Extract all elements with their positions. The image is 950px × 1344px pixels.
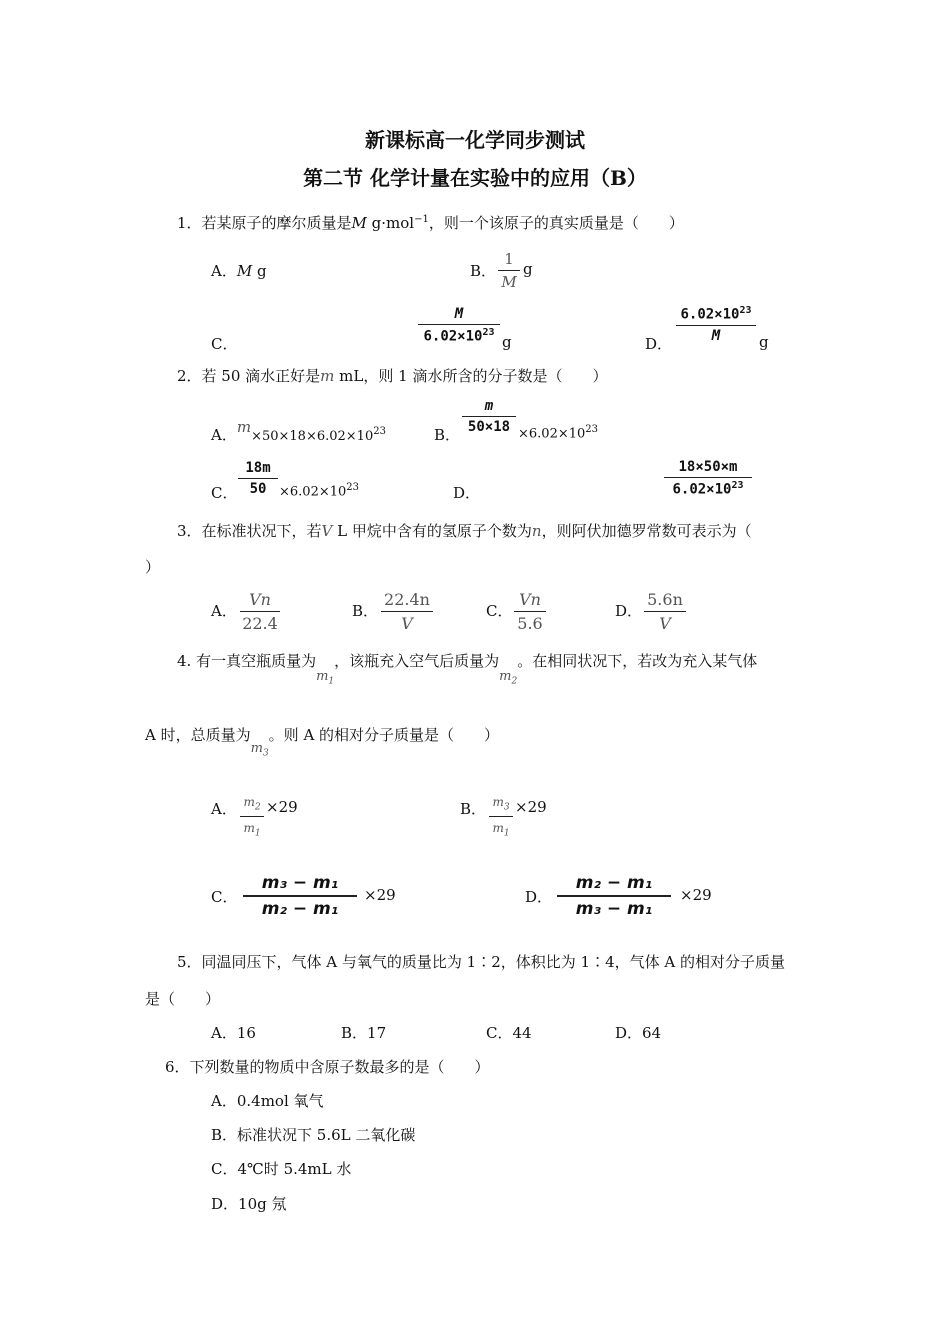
question-3-stem: 3．在标准状况下，若V L 甲烷中含有的氢原子个数为n，则阿伏加德罗常数可表示为（	[177, 522, 752, 540]
q2-option-d-fraction: 18×50×m $6.02\times 10^{23}$	[664, 459, 752, 498]
q2-option-a[interactable]: A．$m\times 50\times 18\times 6.02\times 10^{23}$	[211, 418, 386, 444]
q2-option-d-label[interactable]: D．	[453, 484, 481, 502]
q4-option-a-fraction: $m_2$ $m_1$	[240, 795, 264, 839]
q4-option-c-fraction: m₃ − m₁ m₂ − m₁	[243, 873, 357, 919]
q3-option-d-label[interactable]: D．	[615, 602, 643, 620]
q3-option-c-fraction: Vn 5.6	[514, 590, 546, 633]
q4-option-b-mult: ×29	[515, 798, 547, 816]
q6-option-d[interactable]: D．10g 氖	[211, 1195, 287, 1213]
q4-option-b-label[interactable]: B．	[460, 800, 487, 818]
q6-option-c[interactable]: C．4℃时 5.4mL 水	[211, 1160, 352, 1178]
q3-option-c-label[interactable]: C．	[486, 602, 513, 620]
q4-option-c-mult: ×29	[364, 886, 396, 904]
question-6-stem: 6．下列数量的物质中含原子数最多的是（ ）	[165, 1058, 490, 1076]
q1-option-c-label[interactable]: C．	[211, 335, 238, 353]
q1-option-b-fraction: 1 M	[498, 250, 520, 291]
q1-option-b-label[interactable]: B．	[470, 262, 497, 280]
q4-option-b-fraction: $m_3$ $m_1$	[489, 795, 513, 839]
q3-option-d-fraction: 5.6n V	[644, 590, 686, 633]
question-3-stem-end: ）	[145, 558, 161, 576]
q1-option-c-unit: g	[502, 333, 512, 351]
q5-option-b[interactable]: B．17	[341, 1024, 387, 1042]
q4-option-c-label[interactable]: C．	[211, 888, 238, 906]
q1-option-a[interactable]: A．M g	[211, 262, 267, 280]
question-5-stem: 5．同温同压下，气体 A 与氧气的质量比为 1∶2，体积比为 1∶4，气体 A 的相对分子质量	[177, 953, 785, 971]
q2-option-b-text: $\times 6.02\times 10^{23}$	[518, 424, 599, 442]
q2-option-c-fraction: 18m 50	[238, 460, 278, 497]
q2-option-c-text: $\times 6.02\times 10^{23}$	[279, 482, 360, 500]
q6-option-a[interactable]: A．0.4mol 氧气	[211, 1092, 324, 1110]
q4-option-a-mult: ×29	[266, 798, 298, 816]
q3-option-a-label[interactable]: A．	[211, 602, 237, 620]
q1-option-d-fraction: $6.02\times 10^{23}$ M	[676, 305, 756, 344]
q1-option-d-label[interactable]: D．	[645, 335, 673, 353]
question-2-stem: 2．若 50 滴水正好是m mL，则 1 滴水所含的分子数是（ ）	[177, 367, 608, 385]
question-4-stem: 4. 有一真空瓶质量为$m_1$，该瓶充入空气后质量为$m_2$。在相同状况下，若改为充入某气体	[177, 652, 758, 687]
q1-option-b-unit: g	[523, 260, 533, 278]
q3-option-b-label[interactable]: B．	[352, 602, 379, 620]
q3-option-b-fraction: 22.4n V	[381, 590, 433, 633]
page-title: 新课标高一化学同步测试	[365, 128, 585, 152]
q2-option-c-label[interactable]: C．	[211, 484, 238, 502]
q4-option-d-fraction: m₂ − m₁ m₃ − m₁	[557, 873, 671, 919]
q6-option-b[interactable]: B．标准状况下 5.6L 二氧化碳	[211, 1126, 416, 1144]
q5-option-d[interactable]: D．64	[615, 1024, 662, 1042]
q1-option-c-fraction: M $6.02\times 10^{23}$	[418, 306, 500, 345]
q4-option-a-label[interactable]: A．	[211, 800, 237, 818]
q5-option-c[interactable]: C．44	[486, 1024, 532, 1042]
q3-option-a-fraction: Vn 22.4	[240, 590, 280, 633]
q4-option-d-label[interactable]: D．	[525, 888, 553, 906]
q2-option-b-fraction: m 50×18	[462, 398, 516, 435]
page-subtitle: 第二节 化学计量在实验中的应用（B）	[303, 166, 647, 190]
q2-option-b-label[interactable]: B．	[434, 426, 461, 444]
question-4-stem-cont: A 时，总质量为$m_3$。则 A 的相对分子质量是（ ）	[145, 726, 500, 759]
q5-option-a[interactable]: A．16	[211, 1024, 256, 1042]
q4-option-d-mult: ×29	[680, 886, 712, 904]
q1-option-d-unit: g	[759, 333, 769, 351]
question-5-stem-cont: 是（ ）	[145, 990, 221, 1008]
question-1-stem: 1．若某原子的摩尔质量是M g·mol$^{-1}$，则一个该原子的真实质量是（ ）	[177, 214, 684, 232]
